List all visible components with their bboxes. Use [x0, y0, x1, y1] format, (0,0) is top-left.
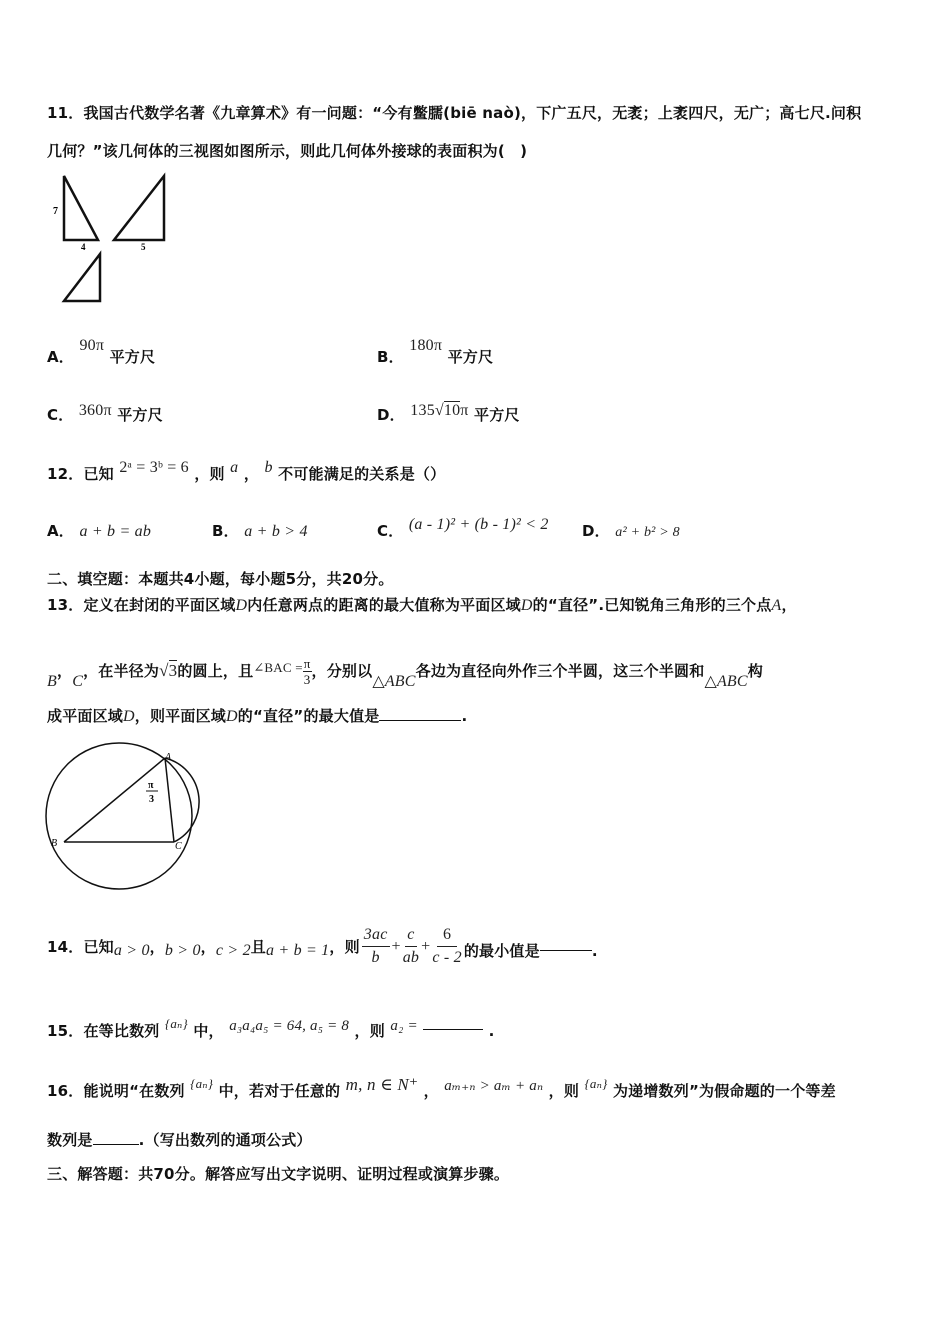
q13-line1: 13．定义在封闭的平面区域D内任意两点的距离的最大值称为平面区域D的“直径”.已知锐角三角形的三个点A，: [47, 596, 797, 614]
q12-option-a[interactable]: A． a + b = ab: [47, 522, 152, 540]
label-5: 5: [141, 242, 146, 252]
q13-line3: 成平面区域D，则平面区域D的“直径”的最大值是 .: [47, 707, 468, 725]
option-letter: C．: [47, 406, 74, 424]
q16-line1: 16．能说明“在数列 {aₙ} 中，若对于任意的 m, n ∈ N⁺ ， aₘ₊ₙ > aₘ + aₙ ，则 {aₙ} 为递增数列”为假命题的一个等差: [47, 1075, 836, 1100]
option-math: 90π: [79, 337, 105, 354]
fraction-1: 3ac b: [363, 926, 388, 966]
option-letter: B．: [377, 348, 404, 366]
q11-option-b[interactable]: [377, 337, 494, 367]
option-letter: D．: [377, 406, 405, 424]
answer-blank[interactable]: [379, 720, 461, 721]
side-ac: [165, 758, 174, 842]
angle-three-label: 3: [149, 794, 154, 805]
q11-option-a[interactable]: [47, 337, 156, 367]
option-math: 180π: [409, 337, 443, 354]
angle-pi-label: π: [148, 780, 154, 791]
q12-option-c[interactable]: C． (a - 1)² + (b - 1)² < 2: [377, 516, 549, 540]
point-c-label: C: [175, 841, 182, 852]
option-unit: 平方尺: [474, 406, 520, 424]
q15-sequence: {aₙ}: [164, 1016, 188, 1031]
fraction-2: $\frac{c}{ab}$: [402, 926, 420, 966]
option-unit: 平方尺: [117, 406, 163, 424]
q16-line2: 数列是 .（写出数列的通项公式）: [47, 1131, 312, 1149]
q12-option-b[interactable]: B． a + b > 4: [212, 522, 308, 540]
fraction-3: $\frac{6}{c - 2}$: [432, 926, 462, 966]
top-view-triangle: [64, 254, 100, 301]
point-a-label: A: [165, 752, 172, 763]
q16-sequence-2: {aₙ}: [584, 1076, 608, 1091]
circumcircle: [46, 743, 192, 889]
three-view-figure: [48, 170, 173, 305]
option-letter: A．: [47, 348, 75, 366]
option-unit: 平方尺: [109, 348, 156, 366]
front-view-triangle: [64, 176, 98, 240]
q14-stem: 14．已知 a > 0 ， b > 0 ， c > 2 且 a + b = 1 ，则 3ac b + $\frac{c}{ab}$ + $\frac{6}{c - 2}$ 的最小值是 .: [47, 924, 598, 969]
option-math: 360π: [78, 402, 112, 419]
answer-blank[interactable]: [423, 1029, 483, 1030]
q12-stem: 12．已知 2ᵃ = 3ᵇ = 6 ，则 a ， b 不可能满足的关系是（）: [47, 459, 446, 483]
q12-option-d[interactable]: D． a² + b² > 8: [582, 522, 680, 540]
q13-line2: B，C，在半径为√3的圆上，且∠BAC = $\frac{\pi}{3}$ ，分别以△ABC各边为直径向外作三个半圆，这三个半圆和△ABC构: [47, 656, 763, 690]
point-b-label: B: [51, 838, 58, 849]
q11-option-d[interactable]: [377, 404, 520, 425]
q11-option-c[interactable]: [47, 404, 163, 425]
label-7: 7: [53, 206, 58, 217]
section-solution-heading: 三、解答题：共70分。解答应写出文字说明、证明过程或演算步骤。: [47, 1165, 510, 1183]
section-fill-in-heading: 二、填空题：本题共4小题，每小题5分，共20分。: [47, 570, 394, 588]
side-view-triangle: [114, 176, 164, 240]
q15-stem: 15．在等比数列 {aₙ} 中， a₃a₄a₅ = 64, a₅ = 8 ，则 a₂ = .: [47, 1016, 495, 1040]
q16-sequence: {aₙ}: [190, 1076, 214, 1091]
q11-line1: 11．我国古代数学名著《九章算术》有一问题：“今有鳖臑(biē naò)，下广五尺，无袤；上袤四尺，无广；高七尺.问积: [47, 104, 862, 122]
q12-condition: 2ᵃ = 3ᵇ = 6: [119, 459, 189, 476]
label-4: 4: [81, 242, 86, 252]
answer-blank[interactable]: [93, 1144, 139, 1145]
answer-blank[interactable]: [540, 950, 592, 951]
q11-line2: 几何？”该几何体的三视图如图所示，则此几何体外接球的表面积为( ): [47, 142, 528, 160]
option-unit: 平方尺: [447, 348, 494, 366]
circle-semicircle-figure: [40, 732, 220, 902]
option-math: 135√10π: [410, 402, 469, 419]
